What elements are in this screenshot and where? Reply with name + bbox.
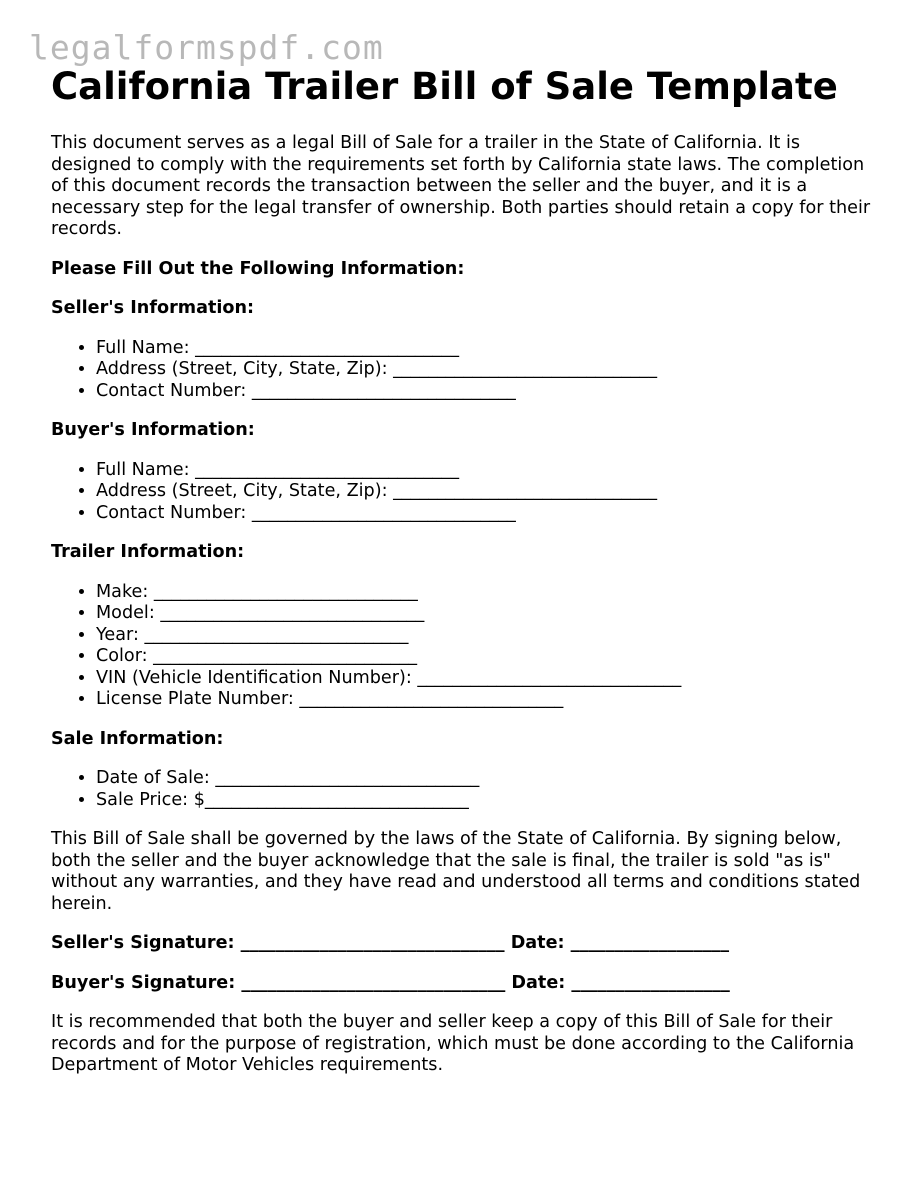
buyer-fields-list	[51, 460, 871, 525]
trailer-section-heading: Trailer Information:	[51, 542, 245, 562]
buyer-signature-line: Buyer's Signature: ______________________________ Date: __________________	[51, 972, 730, 993]
seller-section-heading: Seller's Information:	[51, 298, 255, 318]
seller-full-name-field: • Full Name: ______________________________	[96, 338, 871, 360]
seller-address-field: • Address (Street, City, State, Zip): ______________________________	[96, 359, 871, 381]
trailer-license-plate-field: • License Plate Number: ______________________________	[96, 689, 871, 711]
page-title: California Trailer Bill of Sale Template	[51, 65, 838, 108]
closing-paragraph: It is recommended that both the buyer and seller keep a copy of this Bill of Sale for their records and for the purpose of registration, which must be done according to the California Department of Motor Vehicles requirements.	[51, 1012, 855, 1075]
sale-price-field: • Sale Price: $______________________________	[96, 790, 871, 812]
trailer-year-field: • Year: ______________________________	[96, 625, 871, 647]
buyer-full-name-field: • Full Name: ______________________________	[96, 460, 871, 482]
trailer-make-field: • Make: ______________________________	[96, 582, 871, 604]
trailer-model-field: • Model: ______________________________	[96, 603, 871, 625]
trailer-fields-list	[51, 582, 871, 711]
watermark: legalformspdf.com	[29, 28, 384, 67]
governing-law-paragraph: This Bill of Sale shall be governed by the laws of the State of California. By signing below, both the seller and the buyer acknowledge that the sale is final, the trailer is sold "as is" without any warranties, and they have read and understood all terms and conditions stated herein.	[51, 829, 861, 914]
seller-fields-list	[51, 338, 871, 403]
buyer-contact-number-field: • Contact Number: ______________________________	[96, 503, 871, 525]
buyer-address-field: • Address (Street, City, State, Zip): ______________________________	[96, 481, 871, 503]
seller-signature-line: Seller's Signature: ______________________________ Date: __________________	[51, 933, 730, 953]
seller-contact-number-field: • Contact Number: ______________________________	[96, 381, 871, 403]
document-page	[51, 64, 871, 1077]
sale-fields-list	[51, 768, 871, 811]
buyer-section-heading: Buyer's Information:	[51, 420, 255, 440]
trailer-color-field: • Color: ______________________________	[96, 646, 871, 668]
sale-date-field: • Date of Sale: ______________________________	[96, 768, 871, 790]
sale-section-heading: Sale Information:	[51, 728, 224, 749]
intro-paragraph: This document serves as a legal Bill of Sale for a trailer in the State of California. It is designed to comply with the requirements set forth by California state laws. The completion of this document records the transaction between the seller and the buyer, and it is a necessary step for the legal transfer of ownership. Both parties should retain a copy for their records.	[51, 133, 871, 239]
trailer-vin-field: • VIN (Vehicle Identification Number): ______________________________	[96, 668, 871, 690]
fill-instructions-heading: Please Fill Out the Following Information:	[51, 258, 465, 279]
